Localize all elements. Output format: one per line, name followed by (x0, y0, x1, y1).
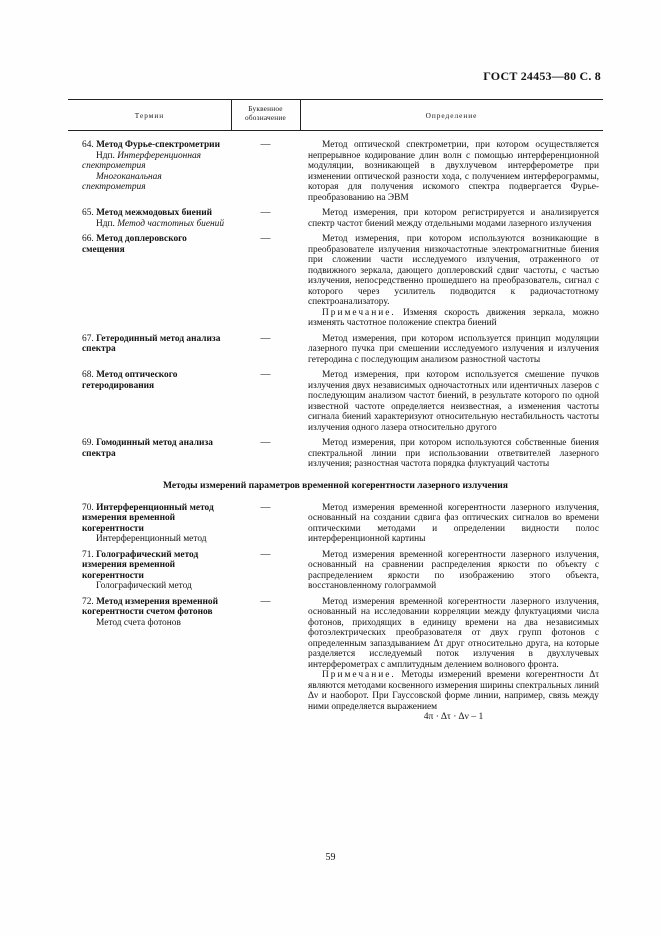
term-group-spectrum (68, 140, 603, 470)
term-number: 69. (82, 438, 94, 448)
table-row (68, 370, 603, 433)
definition-text: Метод измерения временной когерентности лазерного излучения, основанный на создании сдвига фаз оптических сигналов во времени оптическими методами и определении видности полос интерференционной картины (308, 502, 599, 544)
definition-cell (300, 550, 603, 592)
table-row (68, 334, 603, 366)
short-term: Метод счета фотонов (96, 617, 181, 628)
note-label: Примечание. (322, 307, 396, 318)
terms-table (68, 140, 603, 723)
deprecated-label: Ндп. (96, 218, 115, 229)
symbol-cell: — (260, 139, 271, 150)
term-heading (82, 550, 227, 582)
term-number: 70. (82, 502, 94, 513)
term-cell (68, 234, 231, 329)
symbol-cell: — (260, 332, 271, 344)
definition-cell (300, 370, 603, 433)
short-term: Интерференционный метод (96, 534, 207, 544)
symbol-cell: — (260, 437, 271, 448)
term-cell (68, 334, 231, 366)
definition-cell (300, 334, 603, 366)
term-cell (68, 140, 231, 203)
term-number: 64. (82, 140, 94, 150)
page-number: 59 (325, 852, 336, 863)
table-row (68, 597, 603, 723)
definition-text: Метод измерения, при котором используется принцип модуляции лазерного пучка при смешении исследуемого излучения и излучения гетеродина с последующим анализом разностной частоты (308, 333, 599, 365)
term-alternative (82, 151, 227, 172)
table-row (68, 140, 603, 203)
term-heading (82, 597, 227, 618)
note-text: Изменяя скорость движения зеркала, можно изменять частотное положение спектра биений (308, 307, 599, 328)
column-header-definition: Определение (425, 111, 478, 120)
definition-cell (300, 208, 603, 229)
term-name: Интерференционный метод измерения временной когерентности (82, 502, 214, 534)
definition-text: Метод измерения временной когерентности лазерного излучения, основанный на исследовании корреляции между флуктуациями числа фотонов, приходящих в единицу времени на два независимых фотоэлектрических преобразователя от двух групп фотонов с определенным запаздыванием Δτ друг относительно друга, на которые разделяется исследуемый поток излучения в двухлучевых интерферометрах с амплитудным делением волнового фронта. (308, 596, 599, 670)
table-row (68, 208, 603, 229)
term-group-coherence (68, 503, 603, 723)
term-alternative (82, 581, 227, 592)
term-heading (82, 334, 227, 355)
term-heading (82, 208, 227, 219)
column-header-symbol: Буквенное обозначение (245, 104, 286, 122)
column-header-term: Термин (134, 111, 165, 120)
symbol-cell: — (260, 501, 271, 513)
table-row (68, 550, 603, 592)
note (308, 308, 599, 329)
term-heading (82, 140, 227, 151)
definition-text: Метод оптической спектрометрии, при котором осуществляется непрерывное кодирование длин волн с помощью интерференционной модуляции, возникающей в двухлучевом интерферометре при изменении оптической разности хода, с получением интерферограммы, которая для получения искомого спектра подвергается Фурье-преобразованию на ЭВМ (308, 140, 599, 203)
term-name: Метод оптического гетеродирования (82, 370, 178, 391)
term-alternative (82, 534, 227, 545)
deprecated-term: Метод частотных биений (117, 218, 225, 229)
term-heading (82, 370, 227, 391)
formula: 4π · Δτ · Δν – 1 (423, 711, 484, 722)
definition-cell (300, 438, 603, 470)
term-heading (82, 438, 227, 459)
term-number: 68. (82, 370, 94, 380)
note (308, 670, 599, 712)
short-term: Голографический метод (96, 581, 192, 591)
table-header-rule (68, 130, 603, 131)
section-heading: Методы измерений параметров временной когерентности лазерного излучения (162, 479, 509, 491)
symbol-cell: — (260, 595, 271, 607)
term-name: Метод доплеровского смещения (82, 234, 187, 255)
term-cell (68, 550, 231, 592)
symbol-cell: — (260, 369, 271, 380)
definition-cell (300, 503, 603, 545)
term-cell (68, 438, 231, 470)
definition-text: Метод измерения, при котором используются собственные биения спектральной линии при использовании ответвителей лазерного излучения; разностная частота порядка флуктуаций частоты (308, 438, 599, 469)
term-alternative (82, 618, 227, 629)
definition-cell (300, 234, 603, 329)
short-term: Многоканальная спектрометрия (82, 171, 162, 192)
term-number: 67. (82, 333, 94, 344)
term-heading (82, 503, 227, 535)
definition-cell (300, 597, 603, 723)
note-text: Методы измерений времени когерентности Δτ являются методами косвенного измерения ширины спектральных линий Δν и наоборот. При Гауссовской форме линии, например, связь между ними определяется выражением (308, 670, 599, 712)
term-number: 72. (82, 596, 94, 607)
term-cell (68, 597, 231, 723)
term-cell (68, 370, 231, 433)
table-row (68, 234, 603, 329)
definition-text: Метод измерения временной когерентности лазерного излучения, основанный на сравнении распределения яркости по объекту с распределением яркости по изображению этого объекта, восстановленному голограммой (308, 549, 599, 591)
term-alternative (82, 219, 227, 230)
table-row (68, 503, 603, 545)
term-name: Метод межмодовых биений (96, 208, 213, 218)
definition-cell (300, 140, 603, 203)
term-name: Метод измерения временной когерентности счетом фотонов (82, 596, 218, 617)
symbol-cell: — (260, 233, 271, 244)
deprecated-term: Интерференционная спектрометрия (82, 150, 202, 171)
deprecated-label: Ндп. (96, 150, 115, 161)
table-top-rule (68, 99, 603, 100)
term-name: Гомодинный метод анализа спектра (82, 438, 213, 459)
term-number: 66. (82, 234, 94, 244)
page-header: ГОСТ 24453—80 С. 8 (483, 69, 601, 83)
symbol-cell: — (260, 548, 271, 560)
term-name: Метод Фурье-спектрометрии (96, 140, 220, 150)
symbol-cell: — (260, 207, 271, 218)
term-cell (68, 503, 231, 545)
table-row (68, 438, 603, 470)
term-cell (68, 208, 231, 229)
term-name: Гетеродинный метод анализа спектра (82, 333, 221, 354)
term-name: Голографический метод измерения временной когерентности (82, 549, 199, 581)
term-alternative (82, 172, 227, 193)
term-heading (82, 234, 227, 255)
definition-text: Метод измерения, при котором используется смешение пучков излучения двух независимых одночастотных или идентичных лазеров с последующим анализом частот биений, в результате которого по одной известной частоте определяется неизвестная, а изменения частоты сигнала биений характеризуют относительную нестабильность частоты излучения одного лазера относительно другого (308, 370, 599, 433)
term-number: 71. (82, 549, 94, 560)
definition-text: Метод измерения, при котором регистрируется и анализируется спектр частот биений между отдельными модами лазерного излучения (308, 208, 599, 229)
definition-text: Метод измерения, при котором используются возникающие в преобразователе излучения низкочастотные электромагнитные биения при сложении части исследуемого излучения, отраженного от подвижного зеркала, дающего доплеровский сдвиг частоты, с частью излучения, непосредственно прошедшего на преобразователь, сигнал с которого через усилитель подводится к радиочастотному спектроанализатору. (308, 234, 599, 307)
note-label: Примечание. (322, 670, 396, 680)
term-number: 65. (82, 208, 94, 218)
